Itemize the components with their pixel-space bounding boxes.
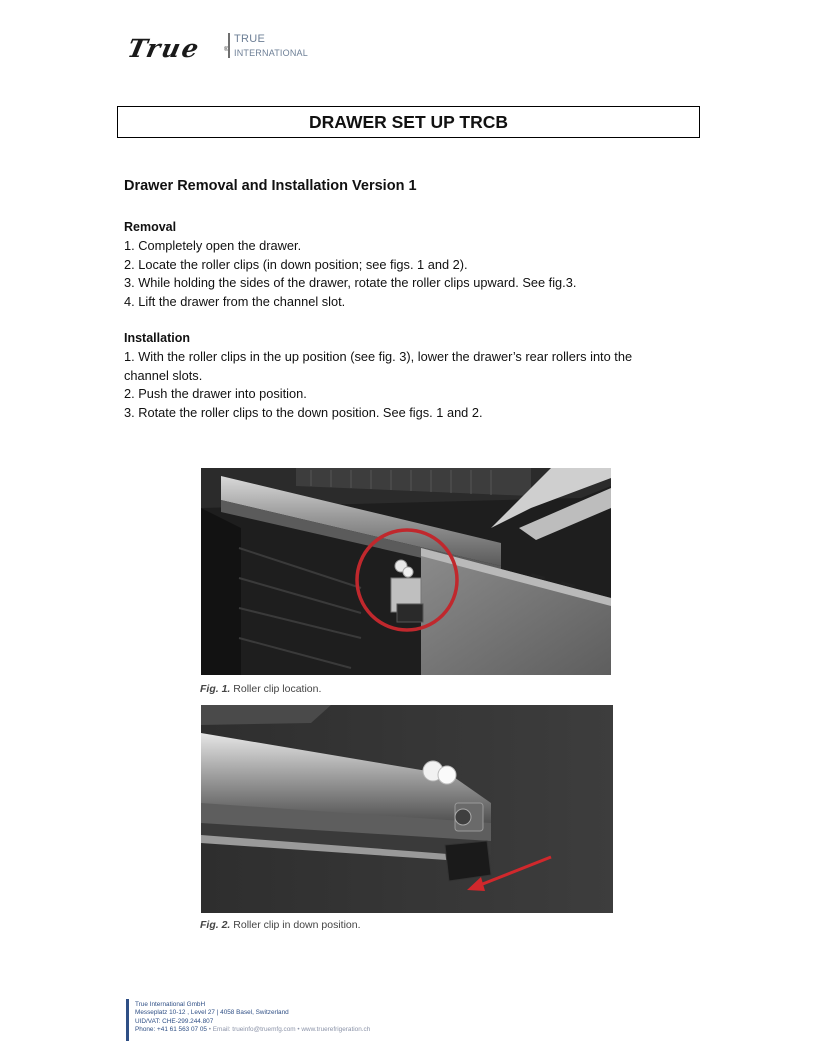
page-title: DRAWER SET UP TRCB: [309, 111, 508, 132]
footer-phone: Phone: +41 61 563 07 05: [135, 1026, 207, 1034]
installation-step: channel slots.: [124, 367, 203, 383]
figure-1-caption-text: Roller clip location.: [233, 683, 322, 695]
figure-1-label: Fig. 1.: [200, 683, 231, 695]
installation-step: 2. Push the drawer into position.: [124, 386, 307, 401]
footer-accent-bar: [126, 999, 129, 1041]
installation-step: 1. With the roller clips in the up position (see fig. 3), lower the drawer’s rear rollers into the: [124, 349, 633, 364]
footer-company: True International GmbH: [135, 1001, 206, 1008]
removal-steps: [124, 237, 576, 311]
removal-step: 4. Lift the drawer from the channel slot.: [124, 293, 346, 309]
removal-heading: Removal: [124, 220, 177, 234]
footer-vat: UID/VAT: CHE-299.244.807: [135, 1017, 214, 1025]
roller-clip-down-illustration: [201, 705, 613, 913]
installation-steps: [124, 348, 632, 422]
figure-1-caption: [200, 683, 321, 695]
figure-1-photo: [201, 468, 611, 675]
removal-step: 1. Completely open the drawer.: [124, 238, 302, 253]
installation-heading: Installation: [124, 331, 190, 345]
logo-brand-top: TRUE: [234, 33, 266, 45]
logo-script-text: True: [124, 34, 204, 63]
figure-2-photo: [201, 705, 613, 913]
logo-brand-bottom: INTERNATIONAL: [234, 48, 308, 58]
footer-address: Messeplatz 10-12 , Level 27 | 4058 Basel, Switzerland: [135, 1009, 289, 1017]
logo-registered-mark: ®: [224, 47, 229, 53]
figure-2-caption-text: Roller clip in down position.: [233, 919, 361, 931]
section-heading: Drawer Removal and Installation Version 1: [124, 178, 417, 194]
figure-2-caption: [200, 919, 361, 931]
logo-divider: [228, 33, 230, 58]
footer-contact: [135, 1001, 370, 1035]
footer-email-web: • Email: trueinfo@truemfg.com • www.truerefrigeration.ch: [206, 1026, 371, 1034]
figure-2-label: Fig. 2.: [200, 919, 231, 931]
installation-step: 3. Rotate the roller clips to the down position. See figs. 1 and 2.: [124, 404, 483, 420]
company-logo: [124, 30, 328, 64]
removal-step: 2. Locate the roller clips (in down position; see figs. 1 and 2).: [124, 256, 468, 272]
removal-step: 3. While holding the sides of the drawer, rotate the roller clips upward. See fig.3.: [124, 275, 577, 290]
title-box: [117, 106, 700, 138]
roller-clip-location-illustration: [201, 468, 611, 675]
